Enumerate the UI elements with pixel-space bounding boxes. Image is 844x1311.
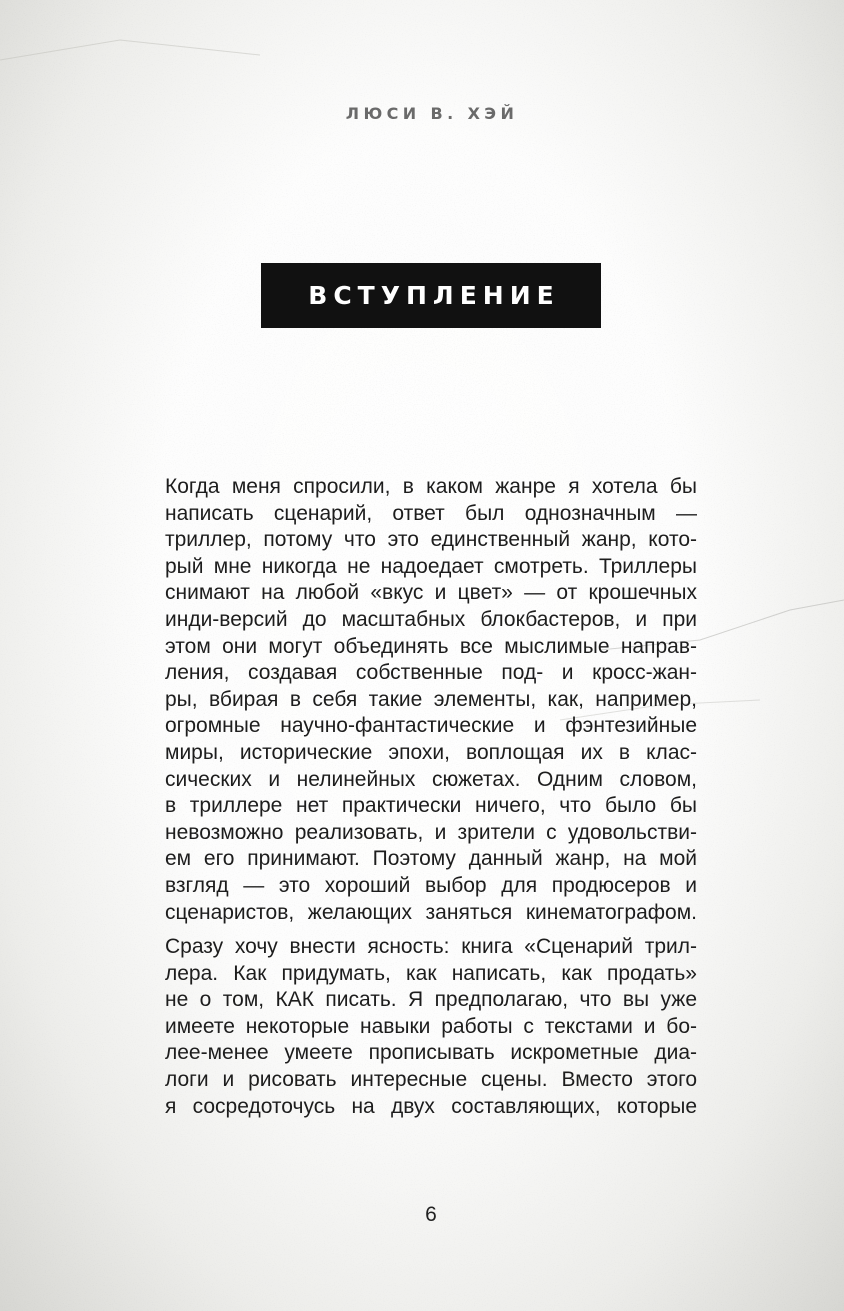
text-line: написать сценарий, ответ был однозначным — (165, 501, 697, 525)
paragraph-2 (165, 934, 697, 1120)
page-number: 6 (425, 1203, 437, 1226)
text-line: огромные научно-фантастические и фэнтезийные (165, 714, 697, 738)
text-line: в триллере нет практически ничего, что было бы (165, 794, 697, 818)
text-line: ры, вбирая в себя такие элементы, как, например, (165, 687, 697, 711)
chapter-title: ВСТУПЛЕНИЕ (308, 281, 560, 310)
text-line: ления, создавая собственные под- и кросс-жан- (165, 661, 697, 685)
body-text (165, 474, 697, 1128)
paragraph-1 (165, 474, 697, 926)
text-line: лее-менее умеете прописывать искрометные диа- (165, 1041, 697, 1065)
text-line: этом они могут объединять все мыслимые направ- (165, 634, 697, 658)
text-line: миры, исторические эпохи, воплощая их в клас- (165, 740, 697, 764)
text-line: не о том, КАК писать. Я предполагаю, что вы уже (165, 988, 697, 1012)
text-line: снимают на любой «вкус и цвет» — от крошечных (165, 581, 697, 605)
text-line: лера. Как придумать, как написать, как продать» (165, 961, 697, 985)
text-line: сических и нелинейных сюжетах. Одним словом, (165, 767, 697, 791)
text-line: рый мне никогда не надоедает смотреть. Триллеры (165, 554, 697, 578)
text-line: ем его принимают. Поэтому данный жанр, на мой (165, 847, 697, 871)
text-line: инди-версий до масштабных блокбастеров, и при (165, 607, 697, 631)
text-line: Сразу хочу внести ясность: книга «Сценарий трил- (165, 935, 697, 959)
text-line: Когда меня спросили, в каком жанре я хотела бы (165, 475, 697, 498)
text-line: взгляд — это хороший выбор для продюсеров и (165, 873, 697, 897)
chapter-heading-box (261, 263, 601, 328)
text-line: сценаристов, желающих заняться кинематографом. (165, 900, 697, 924)
text-line: логи и рисовать интересные сцены. Вместо этого (165, 1068, 697, 1092)
text-line: я сосредоточусь на двух составляющих, которые (165, 1094, 697, 1118)
text-line: триллер, потому что это единственный жанр, кото- (165, 528, 697, 552)
running-head-author: ЛЮСИ В. ХЭЙ (345, 104, 519, 123)
text-line: невозможно реализовать, и зрители с удовольстви- (165, 820, 697, 844)
text-line: имеете некоторые навыки работы с текстами и бо- (165, 1014, 697, 1038)
